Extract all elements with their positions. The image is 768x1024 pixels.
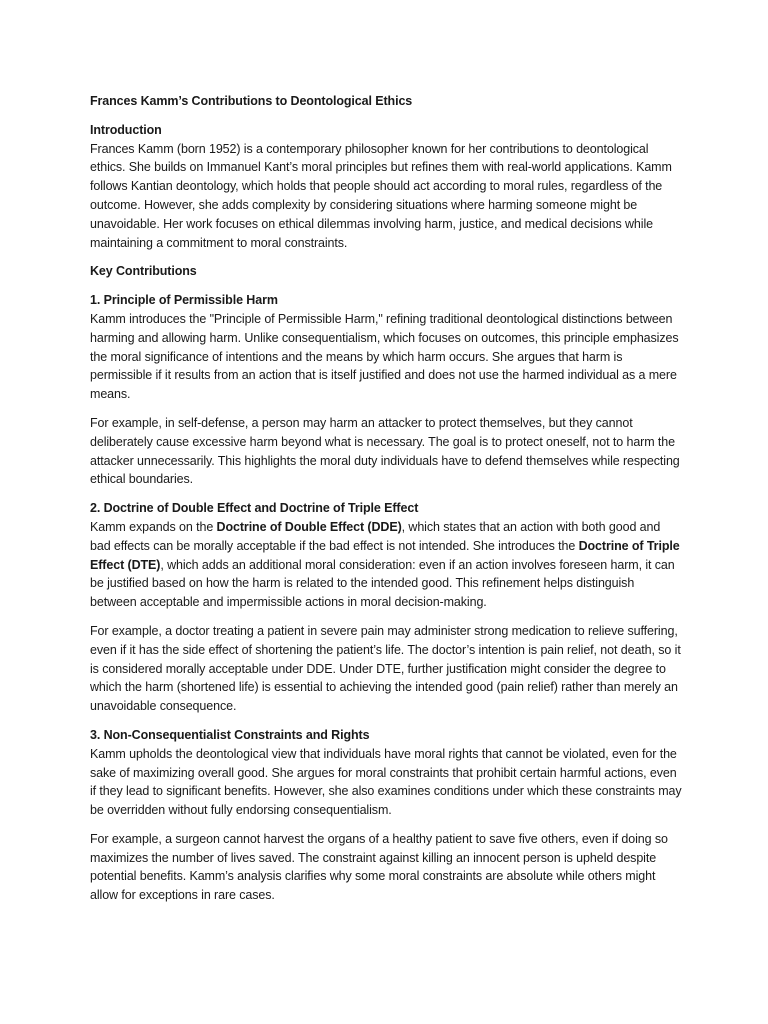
document-title: Frances Kamm’s Contributions to Deontological Ethics (90, 94, 413, 108)
dde-term: Doctrine of Double Effect (DDE) (216, 519, 402, 534)
section-2-paragraph (90, 518, 682, 612)
section-2-text-2: , which states that an action with both good and bad effects can be morally acceptable if the bad effect is not intended. She introduces the (90, 519, 661, 553)
introduction-paragraph: Frances Kamm (born 1952) is a contemporary philosopher known for her contributions to deontological ethics. She builds on Immanuel Kant’s moral principles but refines them with real-world applications. Kamm follows Kantian deontology, which holds that people should act according to moral rules, regardless of the outcome. However, she adds complexity by considering situations where harming someone might be unavoidable. Her work focuses on ethical dilemmas involving harm, justice, and medical decisions while maintaining a commitment to moral constraints. (90, 141, 672, 250)
section-3-example-block (90, 830, 682, 905)
section-constraints-rights (90, 726, 682, 820)
section-2-heading: 2. Doctrine of Double Effect and Doctrine of Triple Effect (90, 501, 419, 516)
section-1-example-block (90, 414, 682, 489)
section-1-paragraph: Kamm introduces the "Principle of Permissible Harm," refining traditional deontological distinctions between harming and allowing harm. Unlike consequentialism, which focuses on outcomes, this principle emphasizes the moral significance of intentions and the means by which harm occurs. She argues that harm is permissible if it results from an action that is itself justified and does not use the harmed individual as a mere means. (90, 311, 679, 402)
section-3-heading: 3. Non-Consequentialist Constraints and Rights (90, 727, 370, 742)
section-2-example-block (90, 622, 682, 716)
section-double-triple-effect (90, 499, 682, 612)
section-permissible-harm (90, 291, 682, 404)
dte-term: Doctrine of Triple Effect (DTE) (90, 538, 680, 572)
section-2-text-1: Kamm expands on the (90, 519, 217, 534)
section-1-heading: 1. Principle of Permissible Harm (90, 293, 278, 308)
key-contributions-section (90, 262, 682, 281)
section-2-example: For example, a doctor treating a patient in severe pain may administer strong medication to relieve suffering, even if it has the side effect of shortening the patient’s life. The doctor’s intention is pain relief, not death, so it is considered morally acceptable under DDE. Under DTE, further justification might consider the degree to which the harm (shortened life) is essential to achieving the intended good (pain relief) rather than merely an unavoidable consequence. (90, 623, 681, 714)
introduction-section (90, 121, 682, 253)
document-page (90, 92, 682, 915)
introduction-heading: Introduction (90, 122, 162, 137)
section-1-example: For example, in self-defense, a person may harm an attacker to protect themselves, but they cannot deliberately cause excessive harm beyond what is necessary. The goal is to protect oneself, not to harm the attacker unnecessarily. This highlights the moral duty individuals have to defend themselves while respecting ethical boundaries. (90, 415, 680, 487)
section-2-text-3: , which adds an additional moral consideration: even if an action involves foreseen harm, it can be justified based on how the harm is related to the intended good. This refinement helps distinguish between acceptable and impermissible actions in moral decision-making. (90, 557, 675, 610)
section-3-paragraph: Kamm upholds the deontological view that individuals have moral rights that cannot be violated, even for the sake of maximizing overall good. She argues for moral constraints that prohibit certain harmful actions, even if they lead to significant benefits. However, she also examines conditions under which these constraints may be overridden without fully endorsing consequentialism. (90, 746, 682, 818)
section-3-example: For example, a surgeon cannot harvest the organs of a healthy patient to save five others, even if doing so maximizes the number of lives saved. The constraint against killing an innocent person is upheld despite potential benefits. Kamm’s analysis clarifies why some moral constraints are absolute while others might allow for exceptions in rare cases. (90, 831, 668, 903)
key-contributions-heading: Key Contributions (90, 264, 197, 279)
